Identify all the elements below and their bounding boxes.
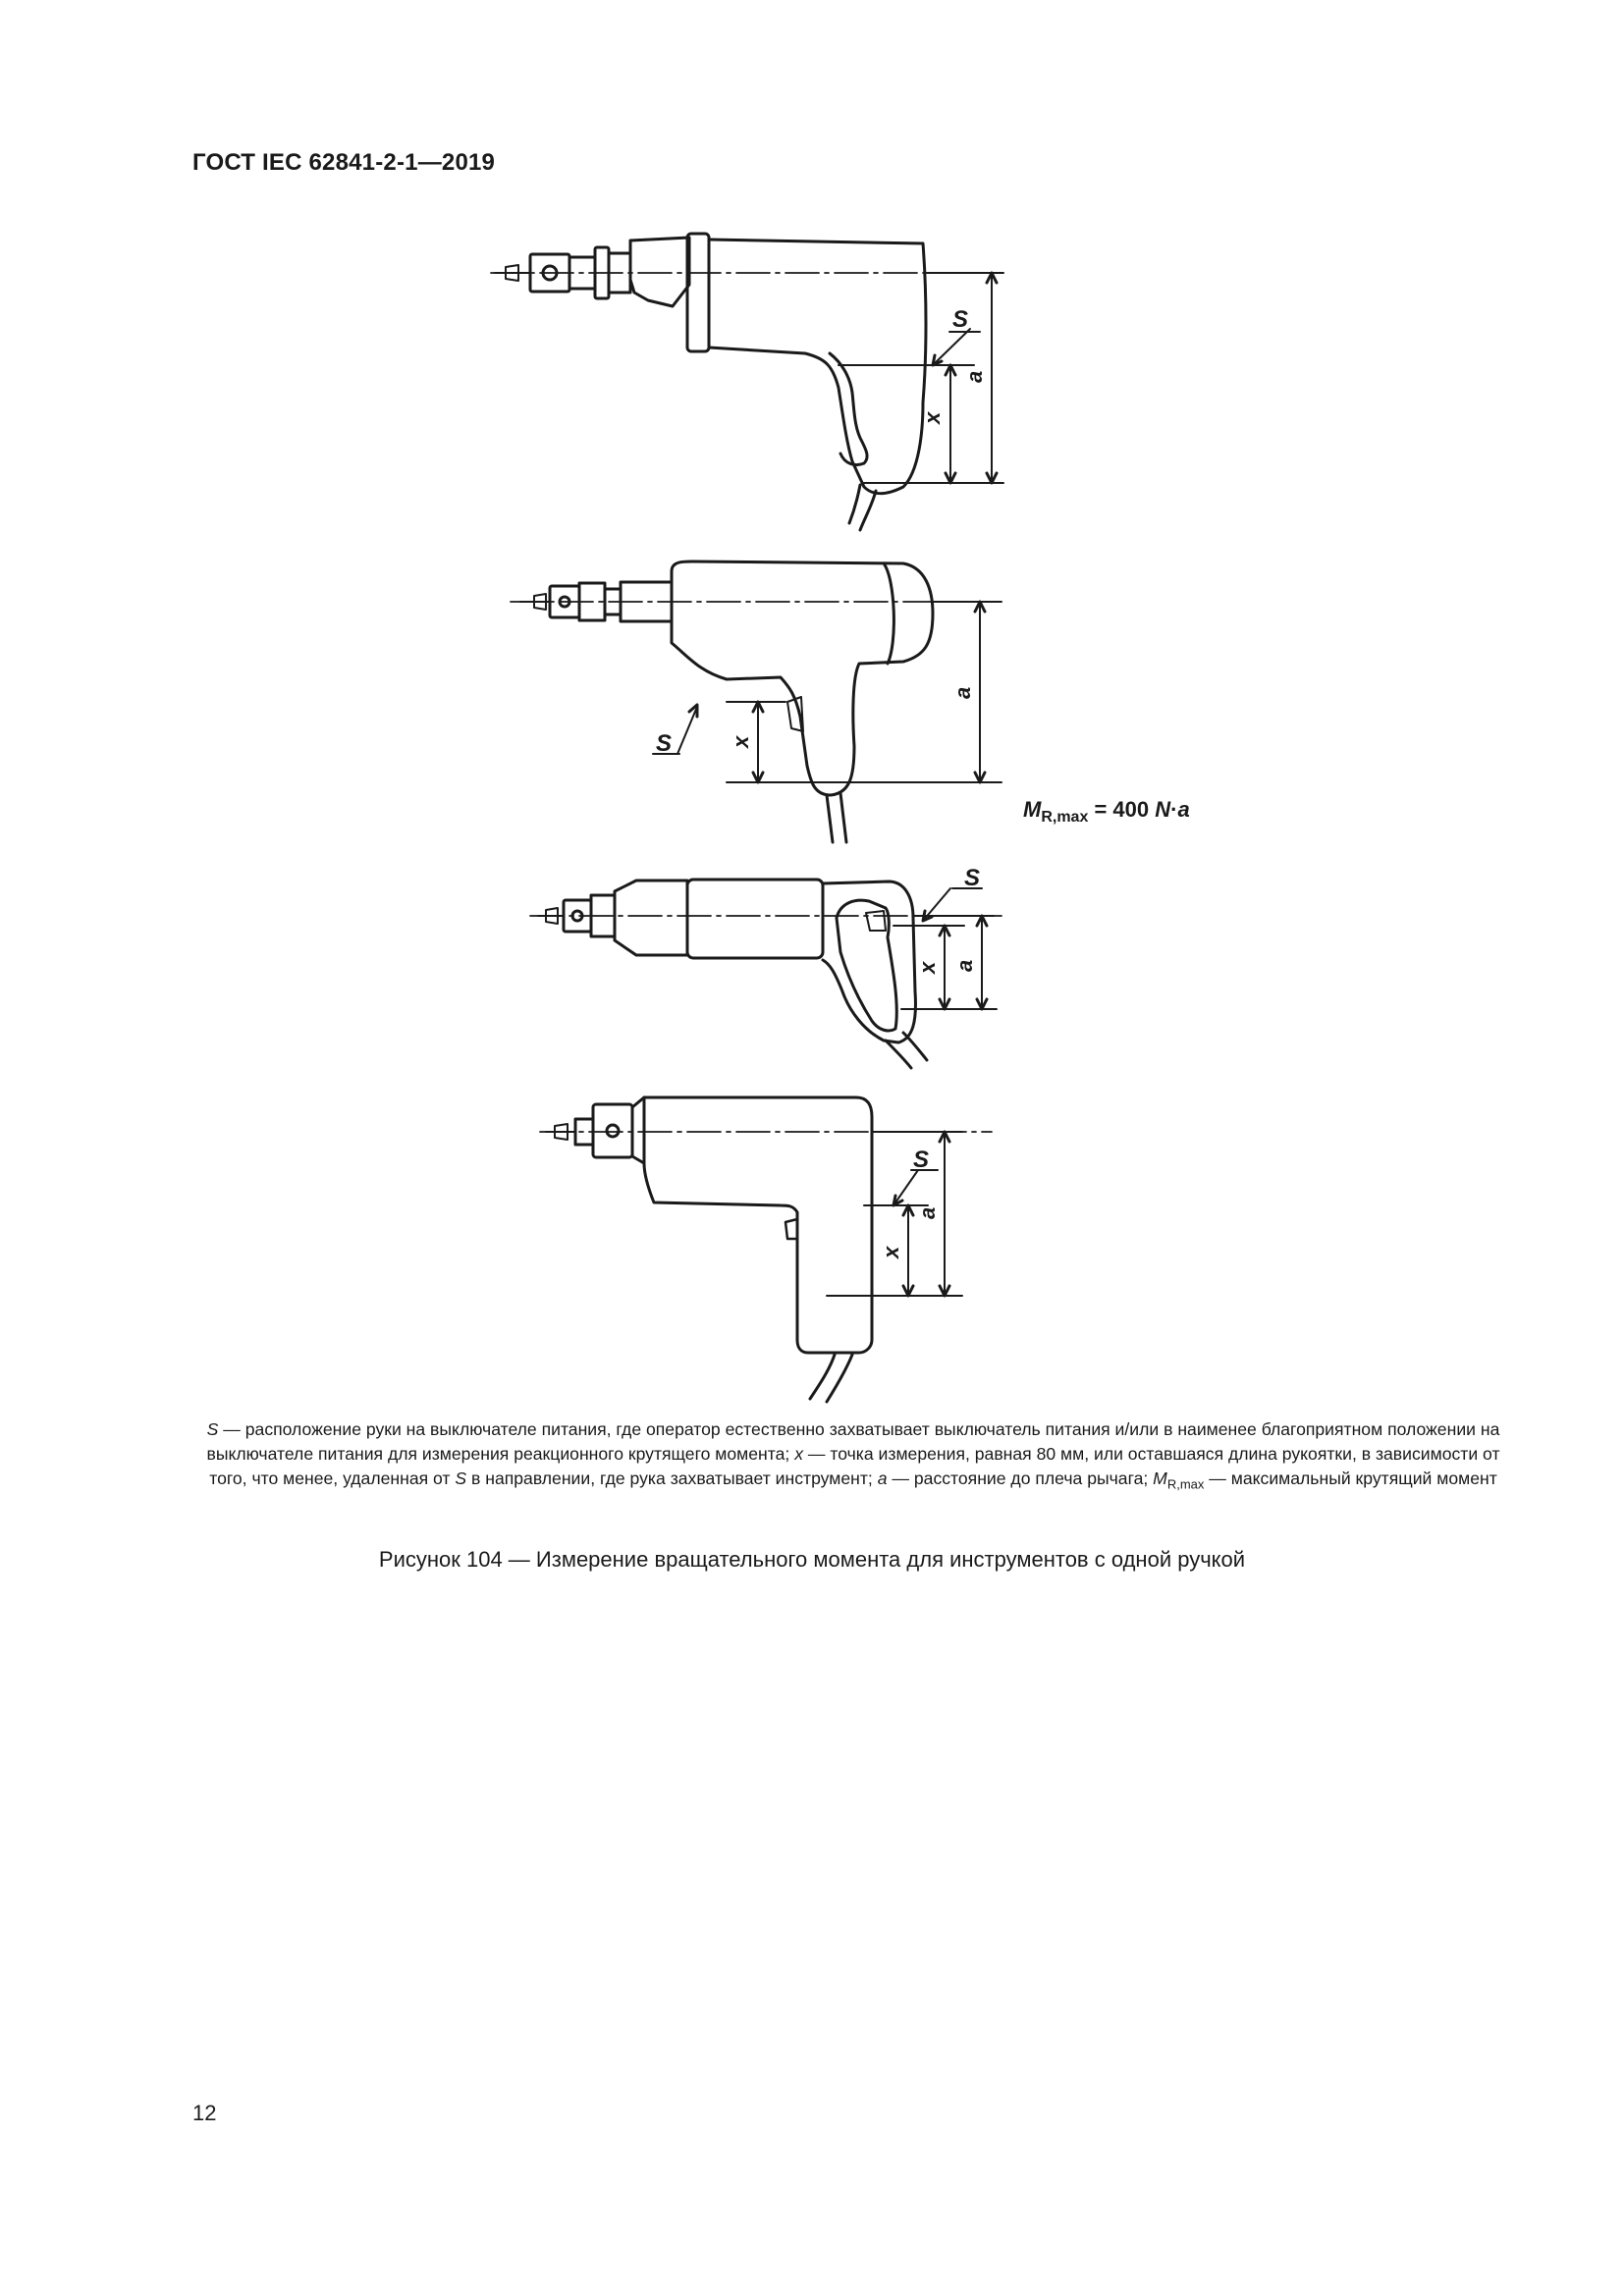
- max-torque-formula: $M_{R,max} = 400$ N·a: [1023, 797, 1190, 826]
- figure-caption: Рисунок 104 — Измерение вращательного момента для инструментов с одной ручкой: [378, 1547, 1246, 1572]
- drill-diagram-1: [491, 234, 1003, 530]
- drill-diagram-2: [511, 561, 1001, 842]
- label-a-1: a: [962, 370, 987, 383]
- label-s-4: S: [913, 1147, 930, 1173]
- label-x-3: x: [915, 961, 940, 974]
- page-number: 12: [192, 2101, 217, 2125]
- label-a-4: a: [915, 1206, 940, 1219]
- label-a-3: a: [952, 959, 977, 972]
- figure-legend: S — расположение руки на выключателе питания, где оператор естественно захватывает выключатель питания и/или в наименее благоприятном положении на выключателе питания для измерения реакционного крутящего момента; x — точка измерения, равная 80 мм, или оставшаяся длина рукоятки, в зависимости от того, что менее, удаленная от S в направлении, где рука захватывает инструмент; a — расстояние до плеча рычага; $M_{R,max}$ — максимальный крутящий момент: [206, 1419, 1500, 1492]
- label-s-1: S: [952, 306, 969, 333]
- label-x-4: x: [879, 1246, 903, 1258]
- label-s-2: S: [656, 730, 673, 757]
- drill-diagram-4: [540, 1097, 992, 1402]
- label-x-2: x: [729, 735, 753, 748]
- label-s-3: S: [964, 865, 981, 891]
- label-x-1: x: [920, 411, 945, 424]
- label-a-2: a: [950, 686, 975, 699]
- standard-header: ГОСТ IEC 62841-2-1—2019: [192, 149, 496, 176]
